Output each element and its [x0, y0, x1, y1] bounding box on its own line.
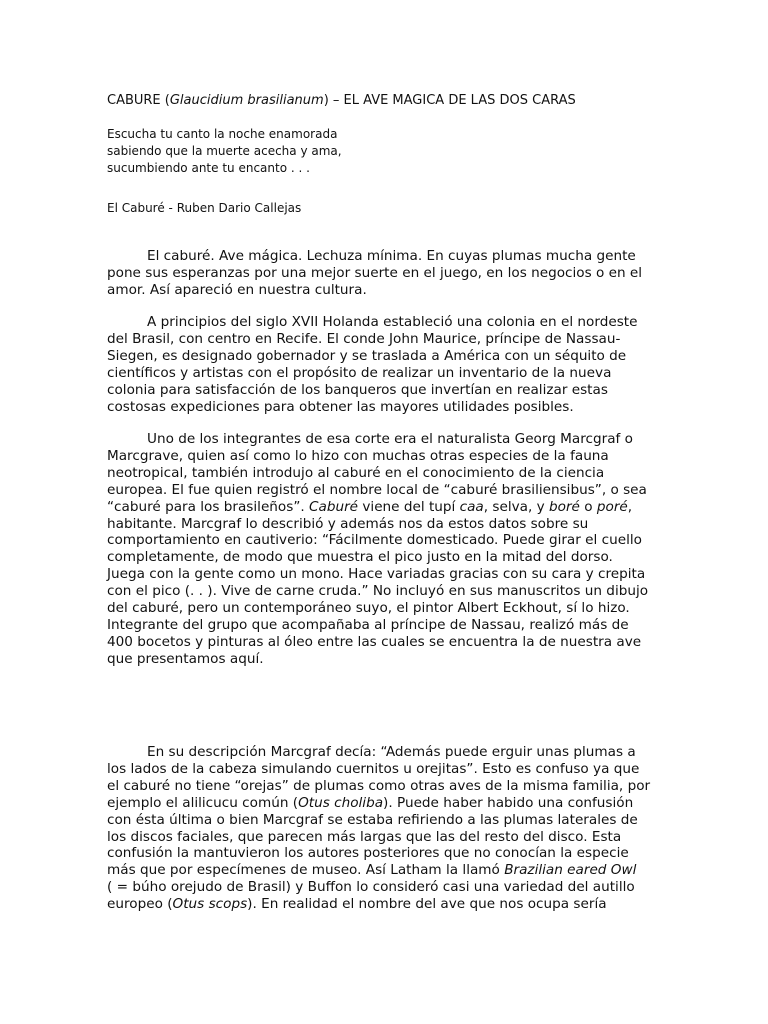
epigraph-poem	[107, 126, 342, 177]
text-line: Juega con la gente como un mono. Hace variadas gracias con su cara y crepita	[107, 566, 646, 583]
text-line: comportamiento en cautiverio: “Fácilmente domesticado. Puede girar el cuello	[107, 532, 642, 549]
italic-term: caa	[459, 498, 484, 515]
italic-term: boré	[549, 498, 580, 515]
text-run: más que por especímenes de museo. Así Latham la llamó	[107, 862, 505, 879]
document-title	[107, 93, 576, 108]
text-run: o	[579, 498, 597, 515]
italic-term: Otus choliba	[298, 794, 384, 811]
text-line: del caburé, pero un contemporáneo suyo, el pintor Albert Eckhout, sí lo hizo.	[107, 600, 630, 617]
text-line	[107, 862, 667, 879]
text-line: científicos y artistas con el propósito de realizar un inventario de la nueva	[107, 364, 612, 381]
paragraph-3	[107, 431, 667, 668]
text-line: Marcgrave, quien así como lo hizo con muchas otras especies de la fauna	[107, 447, 609, 464]
text-line: El caburé. Ave mágica. Lechuza mínima. En cuyas plumas mucha gente	[147, 248, 636, 264]
paragraph-4	[107, 744, 667, 913]
paragraph-1	[107, 248, 667, 299]
text-run: ,	[627, 498, 633, 515]
text-line: 400 bocetos y pinturas al óleo entre las cuales se encuentra la de nuestra ave	[107, 633, 642, 650]
text-line: el caburé no tiene “orejas” de plumas como otras aves de la misma familia, por	[107, 777, 651, 794]
text-run: ejemplo el alilicucu común (	[107, 794, 299, 811]
text-line: neotropical, también introdujo al caburé en el conocimiento de la ciencia	[107, 464, 605, 481]
text-line: confusión la mantuvieron los autores posteriores que no conocían la especie	[107, 845, 629, 862]
text-line	[107, 499, 667, 516]
text-line	[107, 795, 667, 812]
poem-line: Escucha tu canto la noche enamorada	[107, 127, 338, 141]
text-line: del Brasil, con centro en Recife. El conde John Maurice, príncipe de Nassau-	[107, 330, 621, 347]
italic-term: Caburé	[309, 498, 359, 515]
text-run: ). Puede haber habido una confusión	[383, 794, 634, 811]
text-line: Uno de los integrantes de esa corte era el naturalista Georg Marcgraf o	[147, 431, 633, 447]
text-line: europea. El fue quien registró el nombre local de “caburé brasiliensibus”, o sea	[107, 481, 647, 498]
text-run: , selva, y	[483, 498, 550, 515]
title-prefix: CABURE (	[107, 93, 170, 108]
text-line	[107, 896, 667, 913]
text-line: A principios del siglo XVII Holanda estableció una colonia en el nordeste	[147, 314, 638, 330]
text-line: los lados de la cabeza simulando cuernitos u orejitas”. Esto es confuso ya que	[107, 760, 640, 777]
text-run: viene del tupí	[358, 498, 460, 515]
text-line: con el pico (. . ). Vive de carne cruda.” No incluyó en sus manuscritos un dibujo	[107, 583, 649, 600]
italic-term: Otus scops	[172, 896, 248, 913]
text-line: Integrante del grupo que acompañaba al príncipe de Nassau, realizó más de	[107, 616, 629, 633]
epigraph-author: El Caburé - Ruben Dario Callejas	[107, 201, 302, 215]
poem-line: sucumbiendo ante tu encanto . . .	[107, 161, 310, 175]
text-line: En su descripción Marcgraf decía: “Además puede erguir unas plumas a	[147, 744, 636, 760]
text-run: ). En realidad el nombre del ave que nos ocupa sería	[247, 896, 607, 913]
italic-term: Brazilian eared Owl	[504, 862, 637, 879]
text-line: colonia para satisfacción de los banqueros que invertían en realizar estas	[107, 381, 608, 398]
text-line: habitante. Marcgraf lo describió y además nos da estos datos sobre su	[107, 515, 589, 532]
text-run: europeo (	[107, 896, 173, 913]
text-line: los discos faciales, que parecen más largas que las del resto del disco. Esta	[107, 828, 622, 845]
text-run: “caburé para los brasileños”.	[107, 498, 310, 515]
text-line: costosas expediciones para obtener las mayores utilidades posibles.	[107, 398, 574, 415]
text-line: amor. Así apareció en nuestra cultura.	[107, 281, 367, 298]
italic-term: poré	[596, 498, 628, 515]
text-line: pone sus esperanzas por una mejor suerte en el juego, en los negocios o en el	[107, 264, 643, 281]
text-line: completamente, de modo que muestra el pico justo en la mitad del dorso.	[107, 549, 613, 566]
title-suffix: ) – EL AVE MAGICA DE LAS DOS CARAS	[323, 93, 576, 108]
title-scientific-name: Glaucidium brasilianum	[169, 93, 324, 108]
text-line: que presentamos aquí.	[107, 650, 264, 667]
text-line: con ésta última o bien Marcgraf se estaba refiriendo a las plumas laterales de	[107, 811, 638, 828]
text-line: ( = búho orejudo de Brasil) y Buffon lo consideró casi una variedad del autillo	[107, 879, 635, 896]
poem-line: sabiendo que la muerte acecha y ama,	[107, 144, 342, 158]
paragraph-2	[107, 314, 667, 415]
text-line: Siegen, es designado gobernador y se traslada a América con un séquito de	[107, 347, 627, 364]
